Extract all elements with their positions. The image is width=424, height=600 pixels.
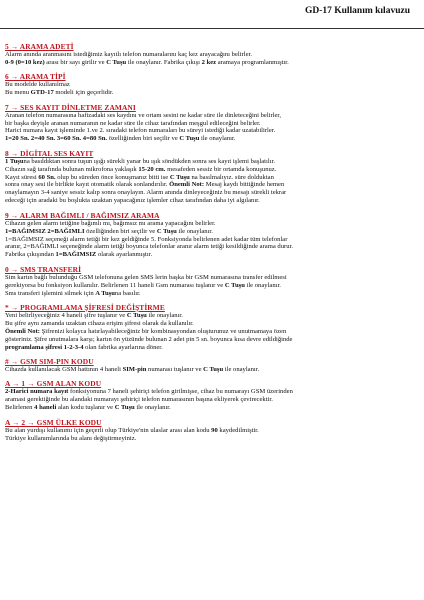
paragraph-line: sonra onay sesi ile birlikte kayıt otomatik olarak sonlandırılır. Önemli Not: Mesaj kaydı bittiğinde hemen — [5, 181, 285, 189]
paragraph-line: Cihazın gelen alarm tetiğine bağımlı mı, bağımsız mı arama yapacağını belirler. — [5, 219, 216, 227]
paragraph-line: 0-9 (0=10 kez) arası bir sayı girilir ve C Tuşu ile onaylanır. Fabrika çıkışı 2 kez aramaya programlanmıştır. — [5, 58, 289, 66]
paragraph-line: 1 Tuşuna basıldıktan sonra tuşun ışığı sürekli yanar bu ışık söndükden sonra ses kayıt işlemi başlatılır. — [5, 157, 275, 165]
paragraph-line: edeceği için aradaki bu boşlukta uzaktan yapacağınız işlemler cihaz tarafından daha iyi algılanır. — [5, 197, 260, 205]
paragraph-line: 1=20 Sn. 2=40 Sn. 3=60 Sn. 4=80 Sn. özelliğinden biri seçilir ve C Tuşu ile onaylanır. — [5, 135, 236, 143]
paragraph-line: 1=BAĞIMSIZ seçeneği alarm tetiği bir kez geldiğinde 5. Fonksiyonda belirlenen adet kadar tüm telefonlar — [5, 235, 288, 243]
page-title: GD-17 Kullanım kılavuzu — [304, 6, 410, 16]
paragraph-line: Fabrika çıkışından 1=BAĞIMSIZ olarak ayarlanmıştır. — [5, 251, 153, 259]
header-divider — [0, 28, 424, 29]
section-sms-transferi — [5, 265, 416, 298]
section-title: 0 → SMS TRANSFERİ — [5, 264, 82, 274]
section-title: A → 2 → GSM ÜLKE KODU — [5, 417, 102, 427]
section-gsm-ulke-kodu — [5, 418, 416, 443]
manual-content — [5, 42, 416, 448]
paragraph-line: aramasi gerektiğinde bu alandaki numarayı şehiriçi telefon numarasının başına ekliyerek çevirecektir. — [5, 396, 273, 404]
paragraph-line: programlama şifresi 1-2-3-4 olan fabrika ayarlarına döner. — [5, 343, 163, 351]
paragraph-line: Harici numara kayıt işleminde 1.ve 2. sıradaki telefon numaraları bu süreyi istediği kadar uzatabilirler. — [5, 127, 276, 135]
section-title: A → 1 → GSM ALAN KODU — [5, 379, 102, 389]
paragraph-line: Sms transferi işlemini silmek için A Tuşuna basılır. — [5, 289, 141, 297]
paragraph-line: Önemli Not: Şifrenizi kolayca hatırlayabileceğiniz bir kombinasyondan oluşturunuz ve unutmamaya özen — [5, 327, 287, 335]
page-header — [0, 6, 424, 20]
section-arama-tipi — [5, 72, 416, 97]
paragraph-line: bir başka deyişle aranan numaranın ne kadar süre ile cihaz tarafından meşgul edileceğini belirler. — [5, 119, 261, 127]
paragraph-line: aranır, 2=BAĞIMLI seçeneğinde alarm tetiği boyunca telefonlar aranır alarm tetiği kesildiğinde arama durur. — [5, 243, 293, 251]
section-digital-ses-kayit — [5, 149, 416, 205]
section-title: 7 → SES KAYIT DİNLETME ZAMANI — [5, 102, 136, 112]
section-gsm-alan-kodu — [5, 379, 416, 412]
paragraph-line: Bu menu GTD-17 modeli için geçerlidir. — [5, 89, 114, 97]
paragraph-line: Yeni belirliyeceğiniz 4 haneli şifre tuşlanır ve C Tuşu ile onaylanır. — [5, 311, 183, 319]
paragraph-line: Alarm anında aranmasını istediğimiz kayıtlı telefon numaralarını kaç kez arayacağını belirler. — [5, 51, 252, 58]
section-title: # → GSM SIM-PIN KODU — [5, 356, 94, 366]
paragraph-line: onaylamayın 3-4 saniye sessiz kalıp sonra onaylayın. Alarm anında dinleyeceğiniz bu mesajı sürekli tekrar — [5, 189, 287, 197]
section-alarm-bagimli — [5, 211, 416, 260]
paragraph-line: Sim kartın bağlı bulunduğu GSM telefonuna gelen SMS lerin başka bir GSM numarasına transfer edilmesi — [5, 273, 287, 281]
section-programlama-sifresi — [5, 303, 416, 352]
paragraph-line: Bu şifre aynı zamanda uzaktan cihaza erişim şifresi olarak da kullanılır. — [5, 319, 194, 327]
section-sim-pin-kodu — [5, 357, 416, 374]
section-ses-kayit-dinletme — [5, 103, 416, 144]
section-title: 5 → ARAMA ADETİ — [5, 42, 74, 51]
paragraph-line: Kayıt süresi 60 Sn. olup bu süreden önce konuşmanız bitti ise C Tuşu na basılmalıyız. süre dolduktan — [5, 173, 274, 181]
paragraph-line: 2-Harici numara kayıt fonksiyonuna 7 haneli şehiriçi telefon girilmişse, cihaz bu numarayı GSM üzerinden — [5, 388, 293, 396]
paragraph-line: Cihazda kullanılacak GSM hattının 4 haneli SIM-pin numarası tuşlanır ve C Tuşu ile onaylanır. — [5, 365, 260, 373]
paragraph-line: gerekiyorsa bu fonksiyon kullanılır. Belirlenen 11 haneli Gsm numarası tuşlanır ve C Tuşu ile onaylanır. — [5, 281, 281, 289]
paragraph-line: Türkiye kullanımlarında bu alanı değiştirmeyiniz. — [5, 434, 137, 442]
paragraph-line: 1=BAĞIMSIZ 2=BAĞIMLI özelliğinden biri seçilir ve C Tuşu ile onaylanır. — [5, 227, 213, 235]
paragraph-line: Aranan telefon numarasına hafizadaki ses kaydını ve ortam sesini ne kadar süre ile dinleteceğini belirler, — [5, 111, 282, 119]
paragraph-line: Bu modelde kullanılmaz — [5, 81, 70, 89]
section-title: 8 → DİGİTAL SES KAYIT — [5, 148, 94, 158]
section-arama-adeti — [5, 42, 416, 67]
paragraph-line: Belirlenen 4 haneli alan kodu tuşlanır ve C Tuşu ile onaylanır. — [5, 404, 171, 412]
section-title: 9 → ALARM BAĞIMLI / BAĞIMSIZ ARAMA — [5, 210, 160, 220]
paragraph-line: Cihazın sağ tarafında bulunan mikrofona yaklaşık 15-20 cm. mesafeden sessiz bir ortamda konuşunuz. — [5, 165, 277, 173]
section-title: * → PROGRAMLAMA ŞİFRESİ DEĞİŞTİRME — [5, 302, 165, 312]
paragraph-line: Bu alan yurdışı kullanımı için geçerli olup Türkiye'nin ulaslar arası alan kodu 90 kaydedilmiştir. — [5, 426, 259, 434]
paragraph-line: gösteriniz. Şifre unutmalara karşı; kartın ön yüzünde bulunan 2 adet pin 5 sn. boyunca kısa devre edildiğinde — [5, 335, 293, 343]
section-title: 6 → ARAMA TİPİ — [5, 72, 66, 82]
